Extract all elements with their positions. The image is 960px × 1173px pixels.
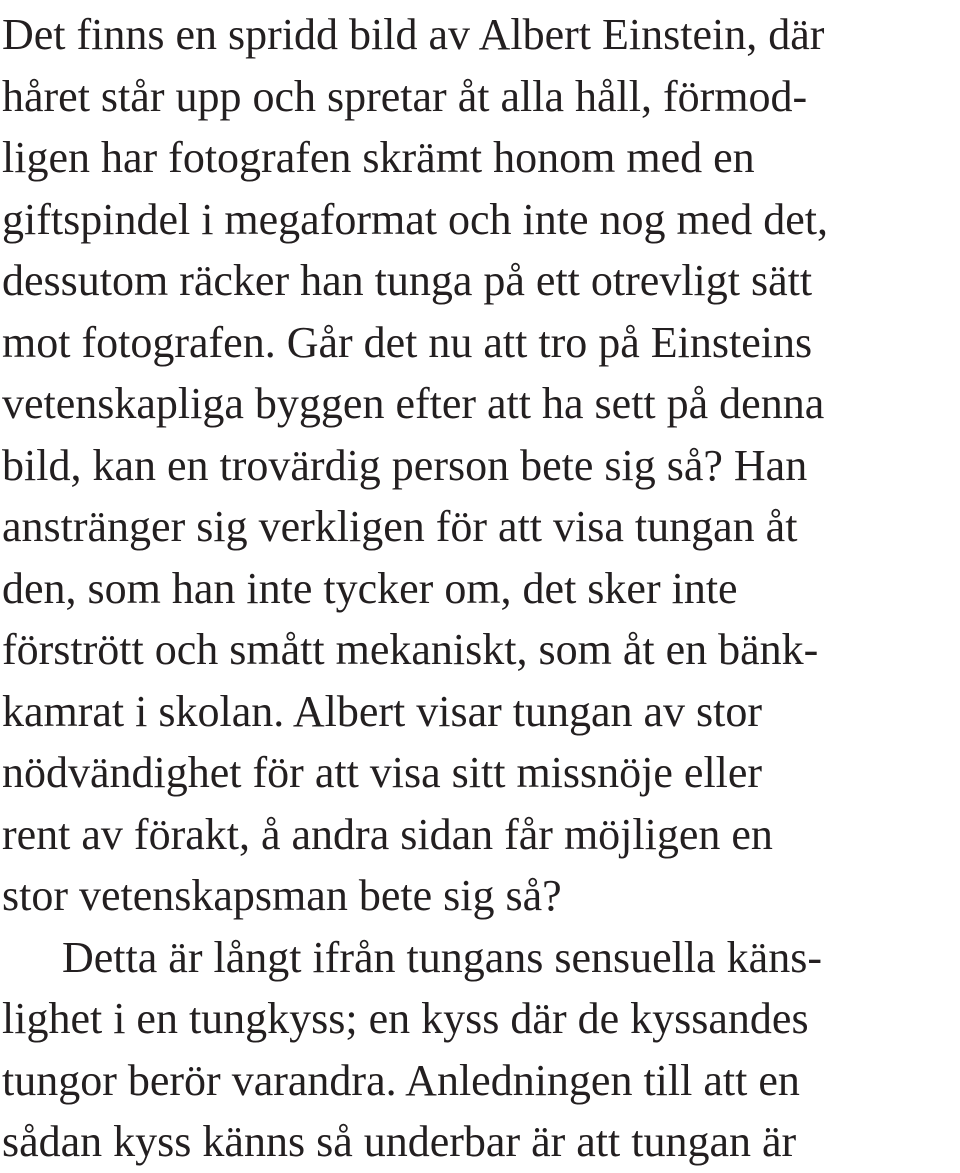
text-line: ligen har fotografen skrämt honom med en: [2, 133, 755, 182]
text-line: stor vetenskapsman bete sig så?: [2, 871, 562, 920]
text-line: vetenskapliga byggen efter att ha sett på denna: [2, 379, 825, 428]
text-line: anstränger sig verkligen för att visa tungan åt: [2, 502, 798, 551]
text-line: bild, kan en trovärdig person bete sig så? Han: [2, 440, 808, 490]
paragraph-2: [2, 927, 960, 1173]
text-line: dessutom räcker han tunga på ett otrevligt sätt: [2, 256, 813, 305]
text-line: den, som han inte tycker om, det sker inte: [2, 563, 738, 613]
text-line: lighet i en tungkyss; en kyss där de kyssandes: [2, 994, 809, 1043]
text-line: håret står upp och spretar åt alla håll, förmod-: [2, 71, 808, 121]
text-line: förstrött och smått mekaniskt, som åt en bänk-: [2, 625, 819, 674]
text-line: nödvändighet för att visa sitt missnöje eller: [2, 748, 763, 797]
text-line: sådan kyss känns så underbar är att tungan är: [2, 1117, 797, 1166]
text-line: rent av förakt, å andra sidan får möjligen en: [2, 809, 773, 859]
text-line: mot fotografen. Går det nu att tro på Einsteins: [2, 317, 813, 367]
text-line: Detta är långt ifrån tungans sensuella käns-: [62, 932, 822, 982]
text-line: tungor berör varandra. Anledningen till att en: [2, 1055, 800, 1105]
text-line: kamrat i skolan. Albert visar tungan av stor: [2, 686, 763, 736]
text-line: Det finns en spridd bild av Albert Einstein, där: [2, 10, 825, 59]
text-line: giftspindel i megaformat och inte nog med det,: [2, 194, 829, 244]
paragraph-1: [2, 4, 960, 927]
